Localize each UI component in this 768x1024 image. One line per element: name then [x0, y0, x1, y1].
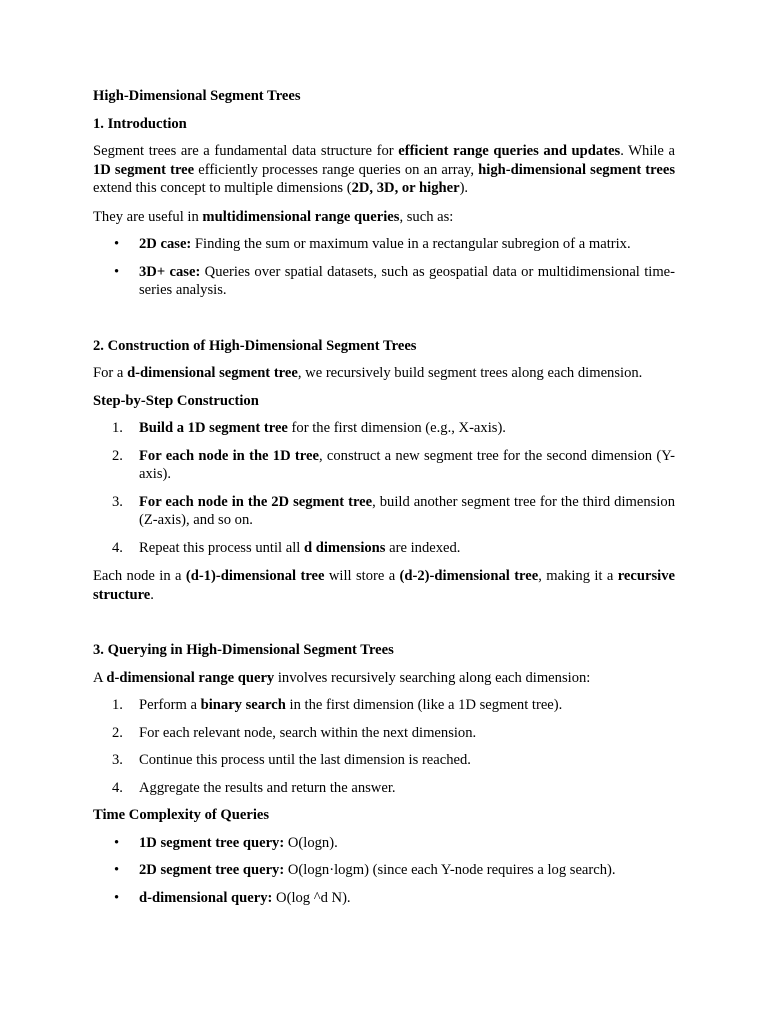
- document-body: [93, 87, 675, 907]
- list-item: • 2D case: Finding the sum or maximum value in a rectangular subregion of a matrix.: [114, 236, 631, 252]
- list-item: • d-dimensional query: O(log ^d N).: [114, 889, 351, 906]
- construction-steps-list: [93, 419, 675, 557]
- document-title: High-Dimensional Segment Trees: [93, 88, 301, 104]
- paragraph-querying: A d-dimensional range query involves recursively searching along each dimension:: [93, 669, 591, 686]
- paragraph-usefulness: They are useful in multidimensional range queries, such as:: [93, 208, 454, 225]
- paragraph-intro: Segment trees are a fundamental data structure for efficient range queries and updates. While a 1D segment tree efficiently processes range queries on an array, high-dimensional segment trees extend this concept to multiple dimensions (2D, 3D, or higher).: [93, 143, 676, 196]
- bullet-icon: •: [114, 889, 120, 906]
- complexity-list: [93, 834, 675, 908]
- subheading-time-complexity: Time Complexity of Queries: [93, 807, 270, 823]
- list-item: • 1D segment tree query: O(logn).: [114, 834, 338, 851]
- section-heading-introduction: 1. Introduction: [93, 115, 187, 132]
- subheading-step-by-step: Step-by-Step Construction: [93, 392, 259, 409]
- list-item: 2. For each relevant node, search within the next dimension.: [112, 724, 477, 741]
- list-item: • 3D+ case: Queries over spatial datasets, such as geospatial data or multidimensional time-series analysis.: [114, 263, 676, 298]
- use-case-list: [93, 235, 675, 300]
- list-item: 3. Continue this process until the last dimension is reached.: [112, 752, 471, 768]
- paragraph-recursive: Each node in a (d-1)-dimensional tree will store a (d-2)-dimensional tree, making it a recursive structure.: [93, 568, 675, 603]
- paragraph-construction: For a d-dimensional segment tree, we recursively build segment trees along each dimension.: [93, 365, 643, 381]
- bullet-icon: •: [114, 263, 120, 280]
- list-item: 4. Aggregate the results and return the answer.: [112, 779, 396, 796]
- section-heading-construction: 2. Construction of High-Dimensional Segment Trees: [93, 337, 417, 354]
- list-item: 1. Build a 1D segment tree for the first dimension (e.g., X-axis).: [112, 420, 506, 436]
- bullet-icon: •: [114, 834, 120, 851]
- list-item: 1. Perform a binary search in the first dimension (like a 1D segment tree).: [112, 697, 563, 713]
- bullet-icon: •: [114, 236, 120, 252]
- section-heading-querying: 3. Querying in High-Dimensional Segment Trees: [93, 642, 394, 658]
- list-item: 3. For each node in the 2D segment tree, build another segment tree for the third dimension (Z-axis), and so on.: [112, 493, 675, 528]
- list-item: 2. For each node in the 1D tree, construct a new segment tree for the second dimension (Y-axis).: [112, 447, 675, 482]
- list-item: 4. Repeat this process until all d dimensions are indexed.: [112, 539, 461, 556]
- list-item: • 2D segment tree query: O(logn·logm) (since each Y-node requires a log search).: [114, 862, 616, 878]
- bullet-icon: •: [114, 862, 120, 878]
- query-steps-list: [93, 696, 675, 797]
